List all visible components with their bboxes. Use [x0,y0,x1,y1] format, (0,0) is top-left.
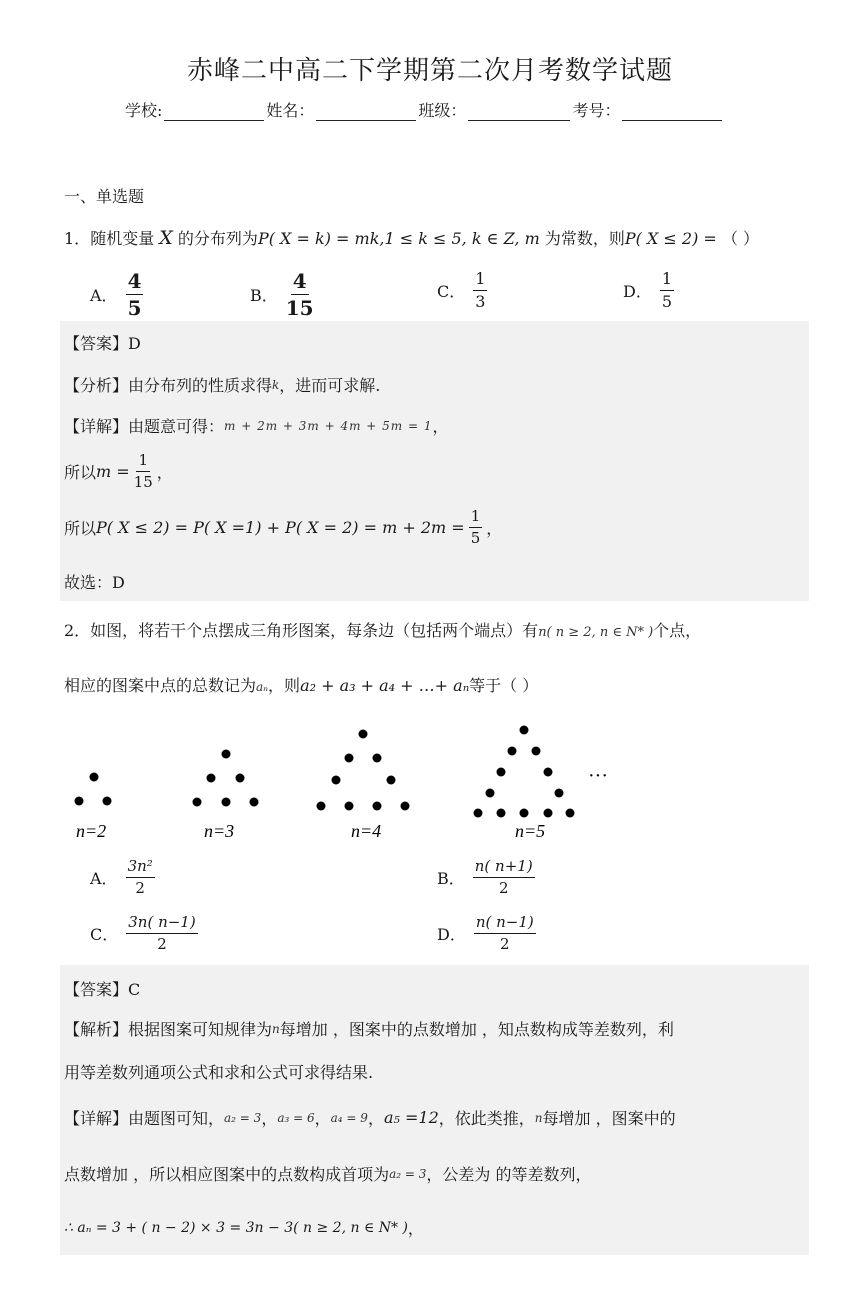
fraction-numerator: 1 [473,270,487,291]
fig-label-n5: n=5 [515,821,546,841]
fraction-numerator: 4 [292,269,307,293]
p-equation: P( X ≤ 2) = P( X =1) + P( X = 2) = m + 2m = [96,517,465,537]
fraction-denominator: 2 [157,934,167,953]
dot [345,802,354,811]
detail-text-c: 每增加 ，图案中的 [542,1109,676,1128]
fraction-numerator: 1 [660,270,674,291]
dot [332,776,341,785]
fraction-denominator: 15 [285,296,314,320]
q2-detail-line1: 【详解】由题图可知， a₂ = 3 ， a₃ = 6 ， a₄ = 9 ， a₅ =12 ，依此类推， n 每增加 ，图案中的 [64,1108,676,1128]
dot [373,754,382,763]
q2-option-a[interactable] [90,858,155,896]
q2-formula-line [64,1216,424,1239]
q2-text-b: 个点， [653,621,702,640]
q1-paren: （ ） [721,229,760,248]
detail-text: 【详解】由题图可知， [64,1109,225,1128]
q2-text-e: 等于（ ） [469,676,539,695]
fraction-denominator: 5 [661,291,673,311]
fig-label-n2: n=2 [76,821,107,841]
option-label: B． [250,286,278,305]
q1-number: 1． [64,229,91,248]
analysis-text: 【解析】根据图案可知规律为 [64,1020,273,1039]
option-fraction [286,270,314,319]
q1-var-x: X [159,227,173,249]
option-label: C． [437,281,466,301]
q2-option-d[interactable] [437,914,536,952]
q1-option-a[interactable] [90,270,143,319]
q2-analysis-line1 [64,1017,674,1040]
q2-text-c: 相应的图案中点的总数记为 [64,676,257,695]
dot [532,747,541,756]
so-text: 所以 [64,462,97,482]
dot [497,809,506,818]
q1-analysis [64,373,380,396]
dot [345,754,354,763]
dot [373,802,382,811]
dot [520,726,529,735]
option-label: D． [437,924,466,944]
general-term-formula: ∴ aₙ = 3 + ( n − 2) × 3 = 3n − 3( n ≥ 2, n ∈ N* ) [64,1219,408,1236]
fraction-denominator: 5 [127,296,142,320]
dot [508,747,517,756]
fraction-numerator: n( n−1) [474,914,536,934]
option-label: B． [437,868,465,888]
class-label: 班级： [418,101,467,120]
fraction-numerator: n( n+1) [473,858,535,878]
a4-value: a₄ = 9 [330,1110,368,1125]
formula-comma: ， [407,1219,424,1238]
option-label: D． [623,281,652,301]
fraction-denominator: 3 [475,291,486,311]
q2-option-c[interactable] [90,914,198,952]
q1-text-c: 为常数，则 [544,229,625,248]
q1-option-b[interactable] [250,270,314,319]
fraction-denominator: 2 [135,878,145,897]
option-fraction [126,270,144,319]
dot [103,797,112,806]
page-title: 赤峰二中高二下学期第二次月考数学试题 [186,56,673,86]
exam-no-blank [622,104,722,121]
dot [474,809,483,818]
q1-option-c[interactable] [437,270,487,310]
name-label: 姓名： [266,101,315,120]
detail-text: 【详解】由题意可得： [64,417,225,436]
detail-text-b: ，公差为 的等差数列， [426,1165,592,1184]
option-fraction [473,858,535,896]
dot [555,789,564,798]
analysis-var: k [272,377,280,392]
fraction-denominator: 2 [498,878,509,897]
dot [317,802,326,811]
a2-value: a₂ = 3 [224,1110,262,1125]
q2-sum: a₂ + a₃ + a₄ + …+ aₙ [300,676,470,695]
option-label: A． [90,868,118,888]
school-label: 学校: [125,101,163,120]
q2-detail-line2 [64,1162,591,1185]
q1-text-a: 随机变量 [90,229,155,248]
q1-so-p [64,508,502,546]
detail-var: n [534,1110,543,1125]
q2-n-condition: n( n ≥ 2, n ∈ N* ) [538,625,654,640]
dot [222,798,231,807]
fig-label-n3: n=3 [204,821,235,841]
analysis-var: n [272,1021,280,1036]
fraction-numerator: 4 [127,269,142,293]
q1-detail [64,414,449,437]
dot [544,768,553,777]
dot [486,789,495,798]
dot [207,774,216,783]
q2-analysis-line2: 用等差数列通项公式和求和公式可求得结果. [64,1063,374,1082]
q1-formula: P( X = k) = mk,1 ≤ k ≤ 5, k ∈ Z, m [257,229,540,248]
triangle-dots-figure [60,720,620,850]
option-fraction [126,858,155,896]
option-fraction [660,270,674,310]
dot [236,774,245,783]
dot [359,730,368,739]
dot [544,809,553,818]
dot [222,750,231,759]
exam-no-label: 考号： [572,101,621,120]
m-fraction [134,452,153,490]
fraction-numerator: 1 [136,452,150,472]
first-term: a₂ = 3 [389,1166,427,1181]
fraction-numerator: 3n( n−1) [126,914,197,934]
fig-ellipsis: ··· [588,765,608,787]
fraction-numerator: 3n² [126,858,155,878]
class-blank [468,104,570,121]
so-text: 所以 [64,518,97,538]
so-comma: ， [486,518,503,538]
q1-answer: 【答案】D [64,334,141,353]
dot [90,773,99,782]
so-comma: ， [156,462,173,482]
option-fraction [126,914,197,952]
analysis-text-b: 每增加 ，图案中的点数增加 ，知点数构成等差数列，利 [279,1020,674,1039]
a5-value: a₅ =12 [383,1108,439,1127]
q1-so-m [64,452,173,490]
q1-stem [64,226,759,249]
q2-an: aₙ [256,680,269,694]
school-blank [164,104,264,121]
detail-text-b: ，依此类推， [438,1109,535,1128]
name-blank [316,104,416,121]
dot [520,809,529,818]
q1-text-b: 的分布列为 [177,229,258,248]
detail-equation: m + 2m + 3m + 4m + 5m = 1 [224,418,433,433]
analysis-text-end: ，进而可求解. [279,376,381,395]
q2-option-b[interactable] [437,858,535,896]
q2-stem-line2 [64,673,538,696]
q2-text-a: 2．如图，将若干个点摆成三角形图案，每条边（包括两个端点）有 [64,621,539,640]
fraction-denominator: 2 [500,934,510,953]
dot [497,768,506,777]
section-heading: 一、单选题 [64,187,145,206]
q1-formula2: P( X ≤ 2) = [624,229,717,248]
detail-comma: ， [432,417,449,436]
dot [75,797,84,806]
fraction-denominator: 5 [470,528,481,547]
a3-value: a₃ = 6 [277,1110,315,1125]
q2-answer: 【答案】C [64,980,141,999]
q2-stem-line1 [64,618,701,641]
dot [193,798,202,807]
fraction-numerator: 1 [469,508,483,528]
analysis-text: 【分析】由分布列的性质求得 [64,376,273,395]
fig-label-n4: n=4 [351,821,382,841]
dot [401,802,410,811]
m-equals: m = [96,461,130,481]
dot [387,776,396,785]
dot [250,798,259,807]
option-label: A． [90,286,118,305]
detail-text: 点数增加 ，所以相应图案中的点数构成首项为 [64,1165,390,1184]
info-line [125,98,724,121]
dot [566,809,575,818]
option-fraction [473,270,487,310]
option-label: C． [90,924,119,944]
q1-choose: 故选：D [64,573,125,592]
q1-option-d[interactable] [623,270,674,310]
p-fraction [469,508,483,546]
option-fraction [474,914,536,952]
fraction-denominator: 15 [133,472,153,491]
q2-text-d: ，则 [268,676,301,695]
